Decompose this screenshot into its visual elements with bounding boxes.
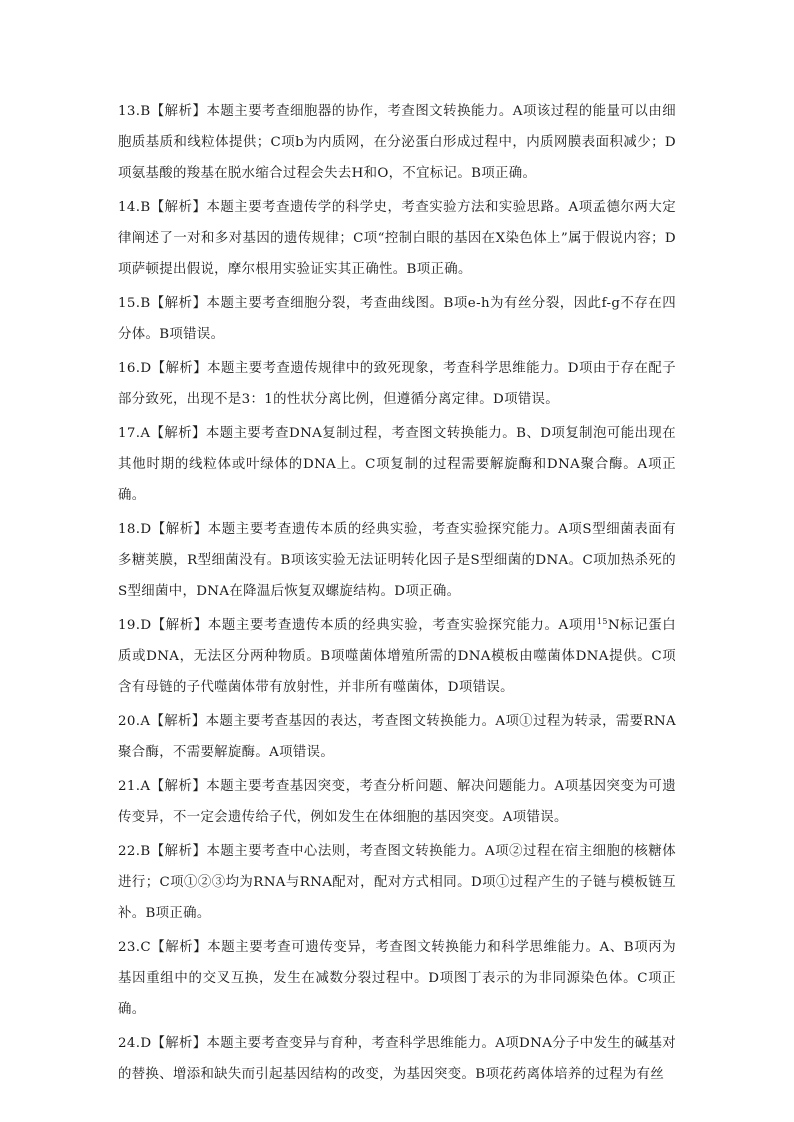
question-number: 19.	[118, 618, 141, 633]
answer-choice: B	[140, 200, 151, 215]
answer-23	[118, 932, 676, 1025]
analysis-text: 本题主要考查遗传本质的经典实验，考查实验探究能力。A项S型细菌表面有多糖荚膜，R型细菌没有。B项该实验无法证明转化因子是S型细菌的DNA。C项加热杀死的S型细菌中，DNA在降温后恢复双螺旋结构。D项正确。	[118, 522, 676, 599]
answer-choice: A	[140, 426, 151, 441]
analysis-tag: 【解析】	[150, 426, 206, 441]
question-number: 20.	[118, 714, 141, 729]
question-number: 16.	[118, 361, 141, 376]
analysis-text-continued: N标记蛋白质或DNA，无法区分两种物质。B项噬菌体增殖所需的DNA模板由噬菌体DNA提供。C项含有母链的子代噬菌体带有放射性，并非所有噬菌体，D项错误。	[118, 618, 677, 695]
answer-choice: B	[140, 296, 151, 311]
analysis-tag: 【解析】	[150, 296, 207, 311]
analysis-text: 本题主要考查可遗传变异，考查图文转换能力和科学思维能力。A、B项丙为基因重组中的交叉互换，发生在减数分裂过程中。D项图丁表示的为非同源染色体。C项正确。	[118, 940, 676, 1017]
answer-15	[118, 288, 676, 350]
question-number: 13.	[118, 104, 141, 119]
analysis-text: 本题主要考查遗传规律中的致死现象，考查科学思维能力。D项由于存在配子部分致死，出现不是3：1的性状分离比例，但遵循分离定律。D项错误。	[118, 361, 677, 407]
answer-choice: D	[140, 522, 152, 537]
analysis-text: 本题主要考查细胞分裂，考查曲线图。B项e-h为有丝分裂，因此f-g不存在四分体。B项错误。	[118, 296, 676, 342]
answer-21	[118, 771, 676, 833]
answer-19	[118, 610, 676, 703]
question-number: 14.	[118, 200, 141, 215]
analysis-text: 本题主要考查DNA复制过程，考查图文转换能力。B、D项复制泡可能出现在其他时期的线粒体或叶绿体的DNA上。C项复制的过程需要解旋酶和DNA聚合酶。A项正确。	[118, 426, 676, 503]
analysis-tag: 【解析】	[151, 618, 208, 633]
analysis-tag: 【解析】	[150, 714, 206, 729]
answer-16	[118, 353, 676, 415]
answer-choice: A	[140, 779, 151, 794]
question-number: 17.	[118, 426, 141, 441]
analysis-text: 本题主要考查中心法则，考查图文转换能力。A项②过程在宿主细胞的核糖体进行；C项①②③均为RNA与RNA配对，配对方式相同。D项①过程产生的子链与模板链互补。B项正确。	[118, 844, 676, 921]
analysis-text: 本题主要考查基因突变，考查分析问题、解决问题能力。A项基因突变为可遗传变异，不一定会遗传给子代，例如发生在体细胞的基因突变。A项错误。	[118, 779, 676, 825]
analysis-tag: 【解析】	[150, 940, 208, 955]
answer-choice: B	[140, 104, 151, 119]
analysis-text: 本题主要考查遗传本质的经典实验，考查实验探究能力。A项用	[207, 618, 597, 633]
answer-choice: D	[140, 361, 152, 376]
answer-choice: D	[140, 618, 152, 633]
answer-choice: A	[140, 714, 151, 729]
question-number: 21.	[118, 779, 141, 794]
question-number: 18.	[118, 522, 141, 537]
question-number: 23.	[118, 940, 141, 955]
answer-20	[118, 706, 676, 768]
answer-18	[118, 514, 676, 607]
analysis-text: 本题主要考查遗传学的科学史，考查实验方法和实验思路。A项孟德尔两大定律阐述了一对和多对基因的遗传规律；C项“控制白眼的基因在X染色体上”属于假说内容；D项萨顿提出假说，摩尔根用实验证实其正确性。B项正确。	[118, 200, 676, 277]
analysis-text: 本题主要考查细胞器的协作，考查图文转换能力。A项该过程的能量可以由细胞质基质和线粒体提供；C项b为内质网，在分泌蛋白形成过程中，内质网膜表面积减少；D项氨基酸的羧基在脱水缩合过程会失去H和O，不宜标记。B项正确。	[118, 104, 676, 181]
question-number: 24.	[118, 1036, 141, 1051]
analysis-tag: 【解析】	[150, 844, 207, 859]
answer-17	[118, 418, 676, 511]
analysis-text: 本题主要考查基因的表达，考查图文转换能力。A项①过程为转录，需要RNA聚合酶，不需要解旋酶。A项错误。	[118, 714, 677, 760]
analysis-text: 本题主要考查变异与育种，考查科学思维能力。A项DNA分子中发生的碱基对的替换、增添和缺失而引起基因结构的改变，为基因突变。B项花药离体培养的过程为有丝	[118, 1036, 676, 1082]
answer-13	[118, 96, 676, 189]
answer-choice: D	[140, 1036, 152, 1051]
analysis-tag: 【解析】	[150, 779, 207, 794]
answer-choice: B	[140, 844, 151, 859]
isotope-superscript: 15	[596, 617, 608, 626]
analysis-tag: 【解析】	[151, 1036, 207, 1051]
question-number: 22.	[118, 844, 141, 859]
answer-24	[118, 1028, 676, 1090]
answer-14	[118, 192, 676, 285]
analysis-tag: 【解析】	[151, 361, 208, 376]
analysis-tag: 【解析】	[150, 104, 207, 119]
analysis-tag: 【解析】	[151, 522, 208, 537]
answer-choice: C	[140, 940, 151, 955]
answer-22	[118, 836, 676, 929]
question-number: 15.	[118, 296, 141, 311]
answer-key-page	[118, 96, 676, 1093]
analysis-tag: 【解析】	[150, 200, 207, 215]
